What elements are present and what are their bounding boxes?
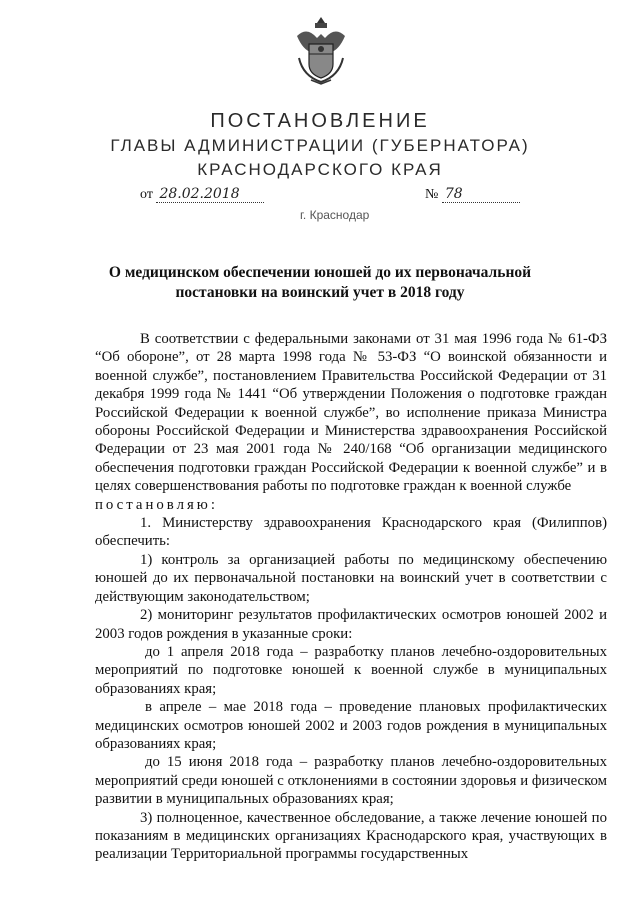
document-body — [95, 330, 607, 864]
city-label: г. Краснодар — [300, 208, 370, 222]
title-line-1: О медицинском обеспечении юношей до их первоначальной — [108, 264, 532, 281]
document-title — [0, 263, 640, 303]
number-prefix: № — [425, 187, 439, 202]
item-1: 1. Министерству здравоохранения Краснодарского края (Филиппов) обеспечить: — [95, 515, 607, 550]
item-1-2-a: до 1 апреля 2018 года – разработку планов лечебно-оздоровительных мероприятий по подготовке юношей к военной службе в муниципальных образованиях края; — [95, 643, 607, 697]
resolve-word: постановляю: — [95, 496, 218, 513]
coat-of-arms-emblem — [291, 14, 351, 86]
date-prefix: от — [140, 187, 153, 202]
item-1-2-c: до 15 июня 2018 года – разработку планов лечебно-оздоровительных мероприятий среди юношей с отклонениями в состоянии здоровья и физическом развитии в муниципальных образованиях края; — [95, 754, 607, 808]
item-1-2-b: в апреле – мае 2018 года – проведение плановых профилактических медицинских осмотров юношей 2002 и 2003 годов рождения в муниципальных образованиях края; — [95, 699, 607, 752]
item-1-2: 2) мониторинг результатов профилактических осмотров юношей 2002 и 2003 годов рождения в указанные сроки: — [95, 607, 607, 642]
handwritten-date: 28.02.2018 — [156, 186, 264, 203]
preamble-paragraph: В соответствии с федеральными законами от 31 мая 1996 года № 61-ФЗ “Об обороне”, от 28 марта 1998 года № 53-ФЗ “О воинской обязанности и военной службе”, постановлением Правительства Российской Федерации от 31 декабря 1999 года № 1441 “Об утверждении Положения о подготовке граждан Российской Федерации к военной службе”, во исполнение приказа Министра обороны Российской Федерации и Министерства здравоохранения Российской Федерации от 23 мая 2001 года № 240/168 “Об организации медицинского обеспечения подготовки граждан Российской Федерации к военной службе” и в целях совершенствования работы по подготовке граждан к военной службе — [95, 331, 607, 495]
document-type-title: ПОСТАНОВЛЕНИЕ — [210, 110, 430, 132]
item-1-1: 1) контроль за организацией работы по медицинскому обеспечению юношей до их первоначальной постановки на воинский учет в соответствии с действующим законодательством; — [95, 551, 607, 605]
handwritten-number: 78 — [442, 186, 520, 203]
item-1-3: 3) полноценное, качественное обследование, а также лечение юношей по показаниям в медицинских организациях Краснодарского края, участвующих в реализации Территориальной программы государственных — [95, 809, 607, 863]
number-field — [425, 186, 520, 203]
issuer-line: ГЛАВЫ АДМИНИСТРАЦИИ (ГУБЕРНАТОРА) — [110, 136, 530, 155]
region-line: КРАСНОДАРСКОГО КРАЯ — [197, 160, 443, 179]
date-field — [140, 186, 264, 203]
title-line-2: постановки на воинский учет в 2018 году — [175, 284, 465, 301]
